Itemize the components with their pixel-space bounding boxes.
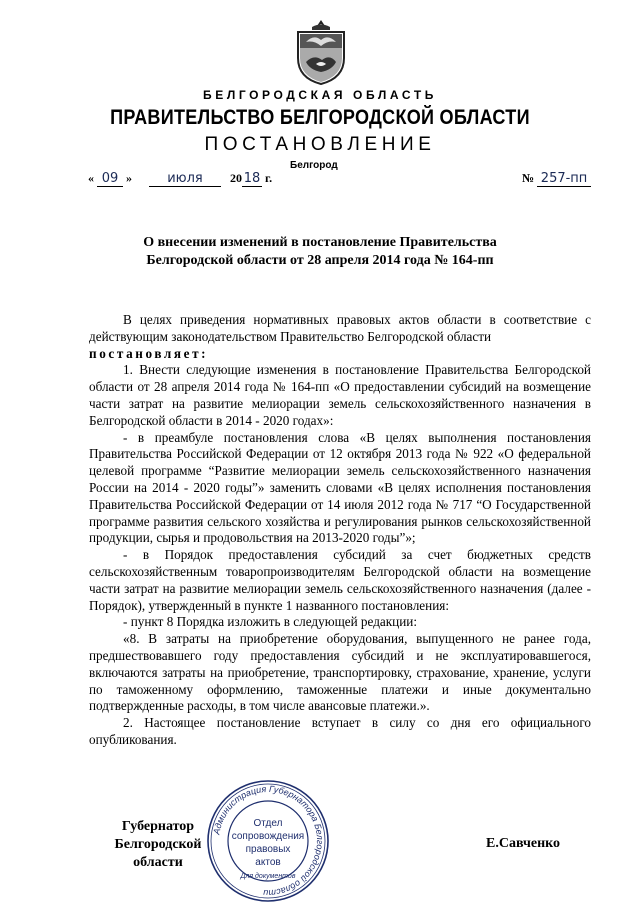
title-line-2: Белгородской области от 28 апреля 2014 года № 164-пп [146, 253, 494, 268]
decree-number [522, 171, 591, 187]
body-intro: В целях приведения нормативных правовых актов области в соответствие с действующим законодательством Правительство Белгородской области [89, 312, 591, 344]
number-value: 257-пп [537, 172, 591, 187]
date-year-suffix: 18 [243, 171, 261, 186]
date-day: 09 [97, 172, 123, 187]
document-type: ПОСТАНОВЛЕНИЕ [204, 134, 436, 155]
signatory-name: Е.Савченко [486, 836, 561, 851]
body-paragraph-4: - пункт 8 Порядка изложить в следующей редакции: [123, 614, 418, 630]
stamp-line-4: актов [255, 857, 281, 868]
official-stamp [205, 778, 331, 904]
region-name: БЕЛГОРОДСКАЯ ОБЛАСТЬ [203, 88, 437, 102]
government-name: ПРАВИТЕЛЬСТВО БЕЛГОРОДСКОЙ ОБЛАСТИ [110, 106, 530, 129]
stamp-line-3: правовых [245, 844, 291, 855]
stamp-bottom-text: Для документов [240, 873, 296, 880]
body-paragraph-3: - в Порядок предоставления субсидий за счет бюджетных средств сельскохозяйственным товаропроизводителям Белгородской области на возмещение части затрат на развитие мелиорации земель сельскохозяйственного назначения (далее - Порядок), утвержденный в пункте 1 названного постановления: [89, 547, 591, 613]
date-year-mark: г. [265, 171, 273, 185]
date-month: июля [149, 172, 221, 187]
number-prefix: № [522, 171, 535, 185]
city-name: Белгород [290, 160, 338, 171]
stamp-ring-text: Администрация Губернатора Белгородской области [211, 783, 326, 899]
document-body [89, 312, 591, 749]
stamp-line-2: сопровождения [231, 831, 305, 842]
body-resolves: постановляет: [89, 345, 209, 361]
position-line-1: Губернатор [121, 819, 195, 834]
body-paragraph-2: - в преамбуле постановления слова «В целях выполнения постановления Правительства Российской Федерации от 12 октября 2013 года № 922 «О федеральной целевой программе “Развитие мелиорации земель сельскохозяйственного назначения России на 2014 - 2020 годы”» заменить словами «В целях исполнения постановления Правительства Российской Федерации от 14 июля 2012 года № 717 “О Государственной программе развития сельского хозяйства и регулирования рынков сельскохозяйственной продукции, сырья и продовольствия на 2013-2020 годы”»; [89, 429, 591, 546]
title-line-1: О внесении изменений в постановление Правительства [143, 235, 497, 250]
date-close-quote: » [126, 171, 132, 185]
body-paragraph-6: 2. Настоящее постановление вступает в силу со дня его официального опубликования. [89, 715, 591, 747]
decree-date [88, 171, 272, 187]
body-paragraph-1: 1. Внести следующие изменения в постановление Правительства Белгородской области от 28 апреля 2014 года № 164-пп «О предоставлении субсидий на возмещение части затрат на развитие мелиорации земель сельскохозяйственного назначения в Белгородской области в 2014 - 2020 годах»: [89, 362, 591, 428]
coat-of-arms-emblem [292, 18, 350, 86]
body-paragraph-5: «8. В затраты на приобретение оборудования, выпущенного не ранее года, предшествовавшего году предоставления субсидий и не эксплуатировавшегося, включаются затраты на приобретение, транспортировку, страхование, хранение, услуги по таможенному оформлению, таможенные платежи и иные документально подтвержденные расходы, в том числе авансовые платежи.». [89, 631, 591, 714]
stamp-line-1: Отдел [253, 818, 283, 829]
date-year-prefix: 20 [230, 171, 242, 185]
position-line-2: Белгородской области [114, 837, 202, 870]
document-title [130, 234, 510, 270]
date-open-quote: « [88, 171, 94, 185]
